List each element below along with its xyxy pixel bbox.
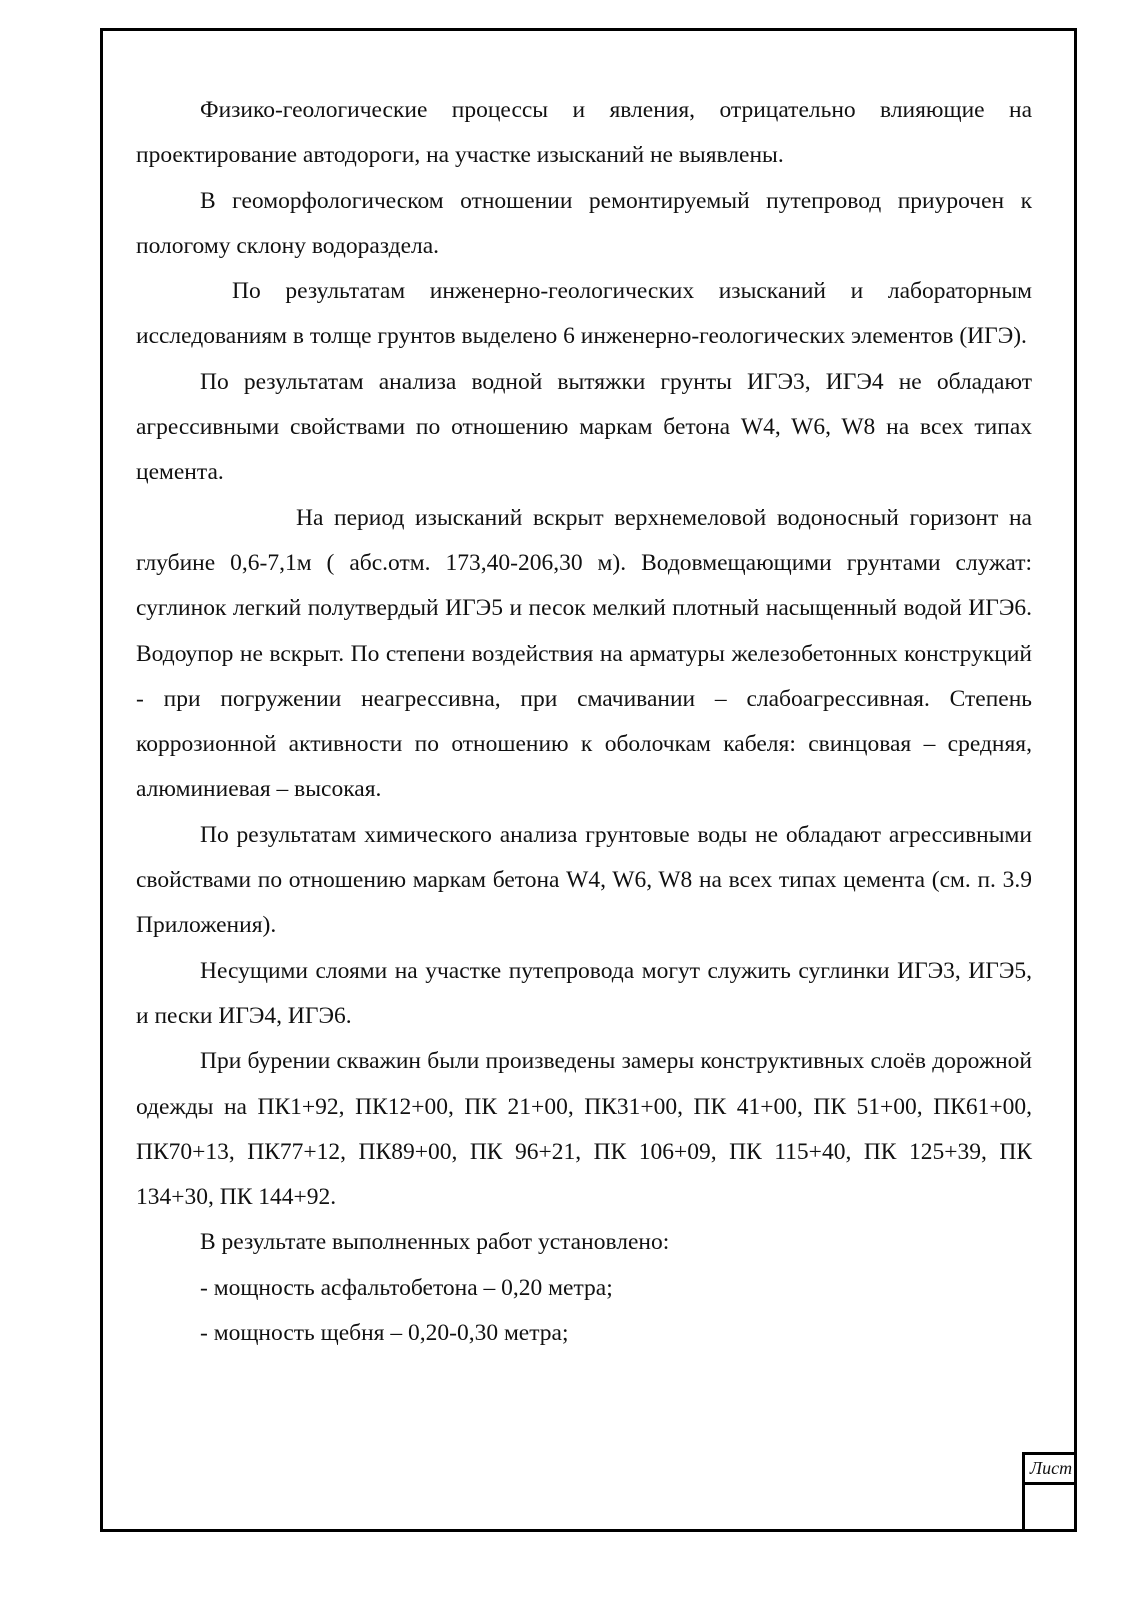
- sheet-label: Лист: [1025, 1455, 1077, 1485]
- list-item: - мощность асфальтобетона – 0,20 метра;: [200, 1274, 613, 1301]
- paragraph: При бурении скважин были произведены замеры конструктивных слоёв дорожной одежды на ПК1+92, ПК12+00, ПК 21+00, ПК31+00, ПК 41+00, ПК 51+00, ПК61+00, ПК70+13, ПК77+12, ПК89+00, ПК 96+21, ПК 106+09, ПК 115+40, ПК 125+39, ПК 134+30, ПК 144+92.: [136, 1048, 1032, 1211]
- paragraph: По результатам инженерно-геологических изысканий и лабораторным исследованиям в толще грунтов выделено 6 инженерно-геологических элементов (ИГЭ).: [136, 278, 1032, 350]
- paragraph: Физико-геологические процессы и явления, отрицательно влияющие на проектирование автодороги, на участке изысканий не выявлены.: [136, 97, 1032, 169]
- paragraph: По результатам анализа водной вытяжки грунты ИГЭ3, ИГЭ4 не обладают агрессивными свойствами по отношению маркам бетона W4, W6, W8 на всех типах цемента.: [136, 368, 1032, 486]
- paragraph: На период изысканий вскрыт верхнемеловой водоносный горизонт на глубине 0,6-7,1м ( абс.отм. 173,40-206,30 м). Водовмещающими грунтами служат: суглинок легкий полутвердый ИГЭ5 и песок мелкий плотный насыщенный водой ИГЭ6. Водоупор не вскрыт. По степени воздействия на арматуры железобетонных конструкций - при погружении неагрессивна, при смачивании – слабоагрессивная. Степень коррозионной активности по отношению к оболочкам кабеля: свинцовая – средняя, алюминиевая – высокая.: [136, 504, 1032, 803]
- list-item: - мощность щебня – 0,20-0,30 метра;: [200, 1320, 569, 1347]
- paragraph: Несущими слоями на участке путепровода могут служить суглинки ИГЭ3, ИГЭ5, и пески ИГЭ4, ИГЭ6.: [136, 957, 1032, 1029]
- paragraph: В результате выполненных работ установлено:: [200, 1229, 670, 1256]
- paragraph: В геоморфологическом отношении ремонтируемый путепровод приурочен к пологому склону водораздела.: [136, 187, 1032, 259]
- document-body: [136, 88, 1032, 1356]
- sheet-number-box: [1022, 1452, 1077, 1532]
- paragraph: По результатам химического анализа грунтовые воды не обладают агрессивными свойствами по отношению маркам бетона W4, W6, W8 на всех типах цемента (см. п. 3.9 Приложения).: [136, 821, 1032, 939]
